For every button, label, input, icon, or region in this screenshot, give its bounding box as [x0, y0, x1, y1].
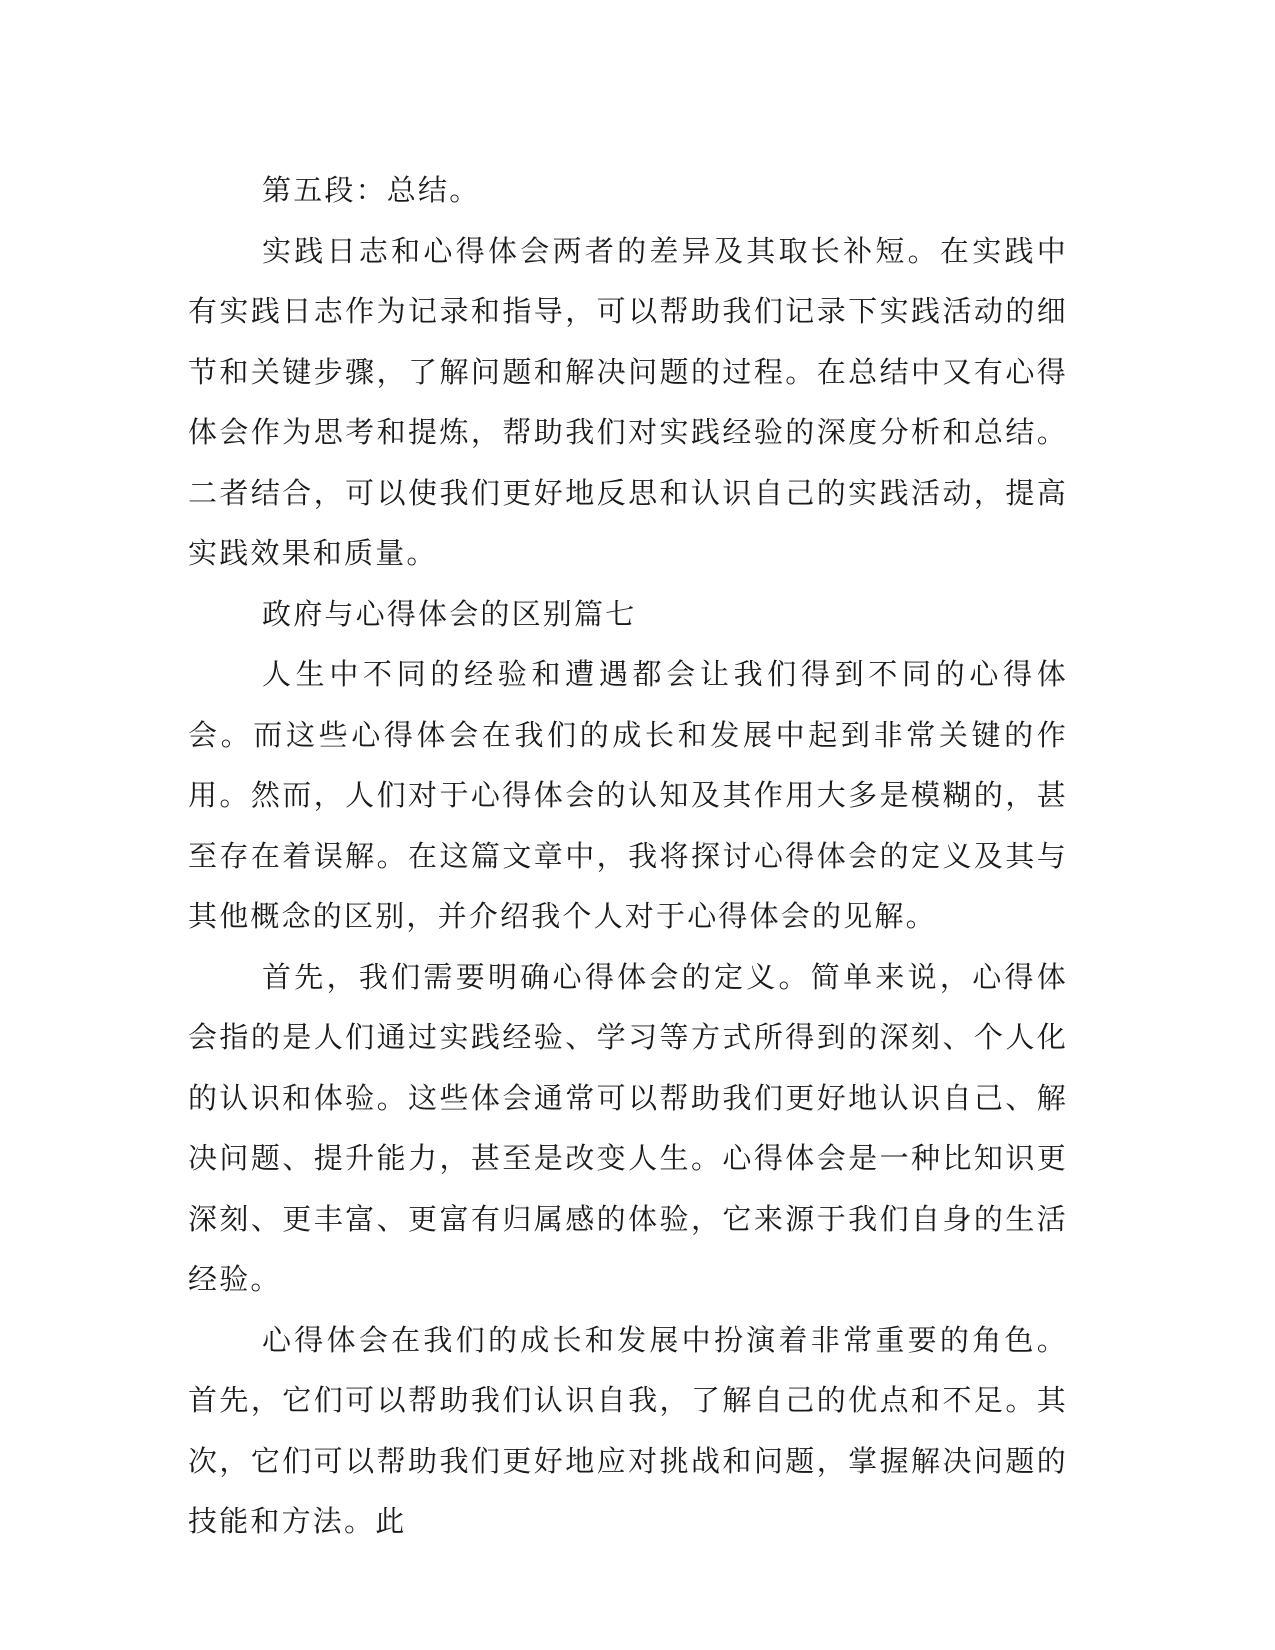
role-paragraph: 心得体会在我们的成长和发展中扮演着非常重要的角色。首先，它们可以帮助我们认识自我，了解自己的优点和不足。其次，它们可以帮助我们更好地应对挑战和问题，掌握解决问题的技能和方法。此	[188, 1322, 1068, 1538]
document-body	[188, 160, 1068, 1552]
section-five-heading: 第五段：总结。	[262, 173, 481, 207]
definition-paragraph: 首先，我们需要明确心得体会的定义。简单来说，心得体会指的是人们通过实践经验、学习等方式所得到的深刻、个人化的认识和体验。这些体会通常可以帮助我们更好地认识自己、解决问题、提升能力，甚至是改变人生。心得体会是一种比知识更深刻、更丰富、更富有归属感的体验，它来源于我们自身的生活经验。	[188, 959, 1068, 1296]
chapter-seven-title: 政府与心得体会的区别篇七	[262, 596, 637, 631]
summary-paragraph: 实践日志和心得体会两者的差异及其取长补短。在实践中有实践日志作为记录和指导，可以帮助我们记录下实践活动的细节和关键步骤，了解问题和解决问题的过程。在总结中又有心得体会作为思考和提炼，帮助我们对实践经验的深度分析和总结。二者结合，可以使我们更好地反思和认识自己的实践活动，提高实践效果和质量。	[188, 233, 1068, 570]
intro-paragraph: 人生中不同的经验和遭遇都会让我们得到不同的心得体会。而这些心得体会在我们的成长和发展中起到非常关键的作用。然而，人们对于心得体会的认知及其作用大多是模糊的，甚至存在着误解。在这篇文章中，我将探讨心得体会的定义及其与其他概念的区别，并介绍我个人对于心得体会的见解。	[188, 657, 1068, 933]
